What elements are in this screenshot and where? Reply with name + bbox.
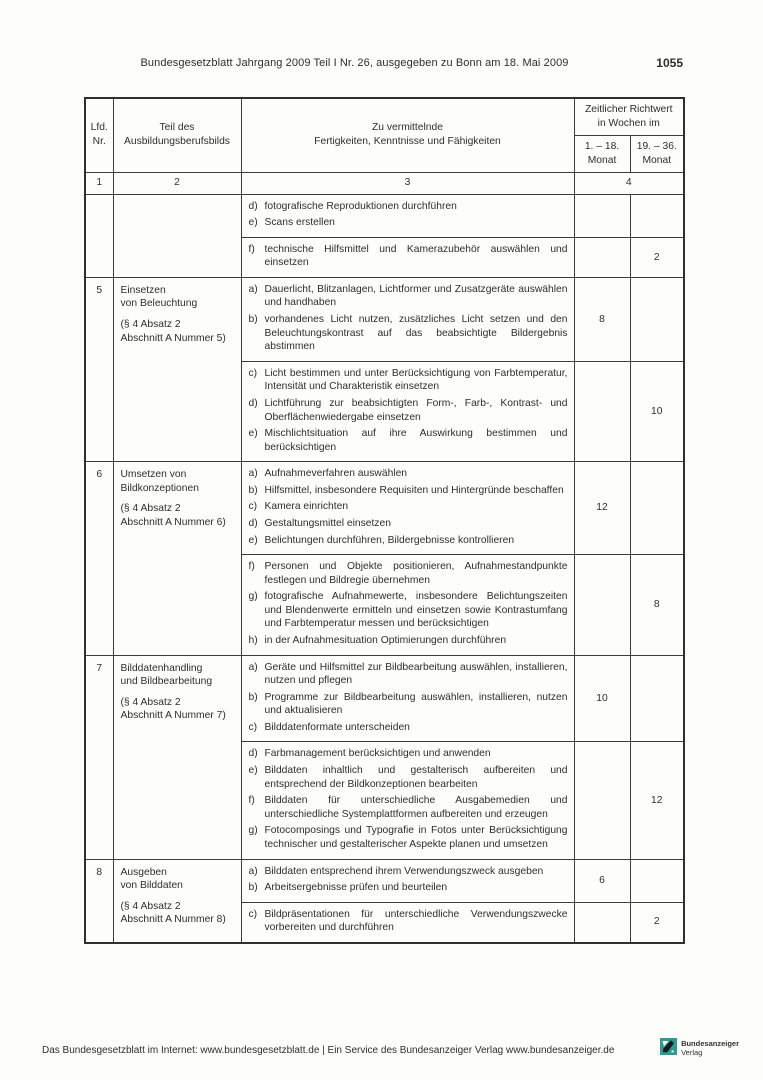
header-richtwert-group: Zeitlicher Richtwert in Wochen im [574, 98, 684, 135]
skill-item [249, 881, 569, 895]
skill-item-text: Arbeitsergebnisse prüfen und beurteilen [264, 882, 448, 894]
skill-item [249, 824, 569, 851]
skill-item-label: b) [248, 691, 258, 703]
skill-item [249, 517, 569, 531]
skill-item [249, 661, 569, 688]
header-teil: Teil des Ausbildungsberufsbilds [113, 98, 241, 172]
skills-cell [241, 237, 574, 277]
table-body [85, 194, 684, 943]
table-row [85, 194, 684, 237]
column-number-row [85, 172, 684, 194]
header-monat-19-36: 19. – 36. Monat [630, 135, 684, 172]
skill-item-text: Dauerlicht, Blitzanlagen, Lichtformer und Zusatzgeräte auswählen und handhaben [264, 283, 568, 309]
skill-item [249, 634, 569, 648]
part-cell [113, 194, 241, 277]
skill-item [249, 534, 569, 548]
skill-item-label: e) [248, 765, 258, 777]
skill-item [249, 908, 569, 935]
skill-item-label: a) [248, 661, 258, 673]
weeks-cell-month-1-18: 10 [574, 655, 630, 742]
skill-item-label: b) [248, 882, 258, 894]
column-number-3: 3 [241, 172, 574, 194]
skill-item-text: Mischlichtsituation auf ihre Auswirkung bestimmen und berücksichtigen [264, 428, 568, 453]
skill-item-text: Programme zur Bildbearbeitung auswählen, installieren, nutzen und aktualisieren [264, 691, 568, 717]
skill-item-label: e) [248, 534, 258, 546]
weeks-cell-month-1-18: 6 [574, 859, 630, 902]
skill-item [249, 560, 569, 587]
row-number-cell: 6 [85, 462, 113, 655]
skill-item-label: h) [248, 635, 258, 647]
footer-service-line: Das Bundesgesetzblatt im Internet: www.bundesgesetzblatt.de | Ein Service des Bundesanzeiger Verlag www.bundesanzeiger.de [42, 1045, 615, 1056]
skill-item [249, 313, 569, 354]
weeks-cell-month-19-36: 2 [630, 237, 684, 277]
bundesanzeiger-logo [660, 1038, 739, 1058]
skills-cell [241, 902, 574, 943]
skill-item-label: a) [248, 283, 258, 295]
skill-item-label: g) [248, 825, 258, 837]
skill-item-text: in der Aufnahmesituation Optimierungen durchführen [264, 635, 507, 647]
skill-item-label: d) [248, 200, 258, 212]
skill-item-text: Hilfsmittel, insbesondere Requisiten und Hintergründe beschaffen [264, 484, 564, 496]
skill-item-text: Bilddatenformate unterscheiden [264, 721, 410, 733]
skill-item [249, 747, 569, 761]
skill-item-text: fotografische Reproduktionen durchführen [264, 200, 457, 212]
skill-item-text: Farbmanagement berücksichtigen und anwenden [264, 748, 491, 760]
header-lfd-nr: Lfd. Nr. [85, 98, 113, 172]
skill-item [249, 467, 569, 481]
part-name: Ausgeben von Bilddaten [120, 866, 183, 892]
weeks-cell-month-19-36: 2 [630, 902, 684, 943]
skills-cell [241, 194, 574, 237]
skill-item [249, 484, 569, 498]
skill-item-text: Gestaltungsmittel einsetzen [264, 517, 391, 529]
row-number-cell: 5 [85, 277, 113, 461]
running-head [84, 57, 683, 73]
skill-item-label: f) [248, 795, 255, 807]
skill-item-label: e) [248, 217, 258, 229]
skill-item-text: fotografische Aufnahmewerte, insbesondere Belichtungszeiten und Blendenwerte ermitteln und einsetzen sowie Kontrastumfang und Farbtemperatur messen und berücksichtigen [264, 591, 568, 630]
skills-cell [241, 462, 574, 555]
weeks-cell-month-19-36 [630, 655, 684, 742]
row-number-cell [85, 194, 113, 277]
skills-cell [241, 742, 574, 859]
weeks-cell-month-19-36 [630, 277, 684, 361]
skill-item [249, 427, 569, 454]
bundesanzeiger-logo-icon [660, 1038, 677, 1055]
skill-item-label: f) [248, 561, 255, 573]
skill-item [249, 216, 569, 230]
part-reference: (§ 4 Absatz 2 Abschnitt A Nummer 5) [120, 319, 226, 344]
skill-item-text: Bilddaten inhaltlich und gestalterisch aufbereiten und entsprechend der Bildkonzeptionen bearbeiten [264, 765, 568, 790]
table-row [85, 277, 684, 361]
part-cell [113, 277, 241, 461]
part-reference: (§ 4 Absatz 2 Abschnitt A Nummer 7) [120, 696, 226, 722]
weeks-cell-month-19-36: 10 [630, 361, 684, 461]
weeks-cell-month-1-18 [574, 194, 630, 237]
part-reference: (§ 4 Absatz 2 Abschnitt A Nummer 6) [120, 503, 226, 528]
skill-item [249, 500, 569, 514]
skill-item [249, 590, 569, 631]
column-number-4: 4 [574, 172, 684, 194]
part-cell [113, 462, 241, 655]
skill-item-text: Geräte und Hilfsmittel zur Bildbearbeitung auswählen, installieren, nutzen und pflegen [264, 661, 568, 687]
skill-item-text: technische Hilfsmittel und Kamerazubehör auswählen und einsetzen [264, 243, 568, 269]
part-name: Bilddatenhandling und Bildbearbeitung [120, 662, 213, 688]
skill-item-label: c) [248, 501, 258, 513]
skill-item-text: Licht bestimmen und unter Berücksichtigung von Farbtemperatur, Intensität und Charakteristik einsetzen [264, 367, 568, 393]
skill-item-label: e) [248, 428, 258, 440]
header-row [85, 98, 684, 135]
skill-item-label: d) [248, 397, 258, 409]
column-number-1: 1 [85, 172, 113, 194]
skills-cell [241, 655, 574, 742]
skill-item-text: Scans erstellen [264, 217, 335, 229]
header-fertigkeiten: Zu vermittelnde Fertigkeiten, Kenntnisse und Fähigkeiten [241, 98, 574, 172]
part-cell [113, 655, 241, 859]
skill-item-label: d) [248, 517, 258, 529]
part-name: Umsetzen von Bildkonzeptionen [120, 469, 199, 494]
part-cell [113, 859, 241, 943]
weeks-cell-month-1-18 [574, 361, 630, 461]
skills-cell [241, 361, 574, 461]
part-name: Einsetzen von Beleuchtung [120, 284, 198, 310]
skill-item-text: Personen und Objekte positionieren, Aufnahmestandpunkte festlegen und Bildregie übernehmen [264, 561, 568, 586]
skill-item [249, 865, 569, 879]
skill-item-label: d) [248, 748, 258, 760]
weeks-cell-month-1-18: 8 [574, 277, 630, 361]
weeks-cell-month-19-36 [630, 462, 684, 555]
weeks-cell-month-1-18 [574, 555, 630, 655]
weeks-cell-month-1-18 [574, 902, 630, 943]
weeks-cell-month-19-36: 12 [630, 742, 684, 859]
skill-item-label: c) [248, 367, 258, 379]
skill-item [249, 397, 569, 424]
skill-item-text: Bilddaten entsprechend ihrem Verwendungszweck ausgeben [264, 865, 544, 877]
skill-item-text: Bilddaten für unterschiedliche Ausgabemedien und unterschiedliche Systemplattformen aufbereiten und erzeugen [264, 795, 568, 820]
row-number-cell: 7 [85, 655, 113, 859]
weeks-cell-month-19-36: 8 [630, 555, 684, 655]
skill-item [249, 243, 569, 270]
document-title: Bundesgesetzblatt Jahrgang 2009 Teil I Nr. 26, ausgegeben zu Bonn am 18. Mai 2009 [140, 57, 569, 69]
weeks-cell-month-1-18: 12 [574, 462, 630, 555]
skill-item-text: Aufnahmeverfahren auswählen [264, 468, 408, 480]
skill-item [249, 764, 569, 791]
skill-item-label: c) [248, 721, 258, 733]
skills-cell [241, 277, 574, 361]
logo-type: Verlag [681, 1048, 703, 1058]
skill-item-text: Belichtungen durchführen, Bildergebnisse kontrollieren [264, 534, 515, 546]
weeks-cell-month-19-36 [630, 859, 684, 902]
table-row [85, 655, 684, 742]
skill-item-text: Kamera einrichten [264, 501, 349, 513]
skill-item-label: b) [248, 314, 258, 326]
skill-item [249, 794, 569, 821]
page-footer [42, 1038, 741, 1068]
page-number: 1055 [656, 56, 683, 70]
bundesanzeiger-logo-text [681, 1038, 739, 1058]
skill-item-text: vorhandenes Licht nutzen, zusätzliches Licht setzen und den Beleuchtungskontrast auf das beabsichtigte Bildergebnis abstimmen [264, 314, 568, 353]
skills-cell [241, 555, 574, 655]
skill-item [249, 721, 569, 735]
logo-name: Bundesanzeiger [681, 1039, 739, 1048]
table-head [85, 98, 684, 194]
training-table-container [84, 97, 685, 944]
skill-item [249, 691, 569, 718]
training-plan-table [84, 97, 685, 944]
skill-item-text: Lichtführung zur beabsichtigten Form-, Farb-, Kontrast- und Oberflächenwiedergabe einsetzen [264, 397, 568, 423]
header-monat-1-18: 1. – 18. Monat [574, 135, 630, 172]
skill-item-text: Bildpräsentationen für unterschiedliche Verwendungszwecke vorbereiten und durchführen [264, 908, 568, 934]
weeks-cell-month-19-36 [630, 194, 684, 237]
skill-item-label: g) [248, 591, 258, 603]
skill-item-label: f) [248, 243, 255, 255]
column-number-2: 2 [113, 172, 241, 194]
part-reference: (§ 4 Absatz 2 Abschnitt A Nummer 8) [120, 900, 226, 926]
weeks-cell-month-1-18 [574, 742, 630, 859]
skill-item-label: c) [248, 908, 258, 920]
skill-item [249, 283, 569, 310]
skill-item-label: a) [248, 468, 258, 480]
skill-item [249, 200, 569, 214]
skill-item [249, 367, 569, 394]
weeks-cell-month-1-18 [574, 237, 630, 277]
row-number-cell: 8 [85, 859, 113, 943]
skill-item-label: b) [248, 484, 258, 496]
skills-cell [241, 859, 574, 902]
skill-item-text: Fotocomposings und Typografie in Fotos unter Berücksichtigung technischer und gestalterischer Aspekte planen und umsetzen [264, 825, 568, 850]
table-row [85, 859, 684, 902]
table-row [85, 462, 684, 555]
skill-item-label: a) [248, 865, 258, 877]
